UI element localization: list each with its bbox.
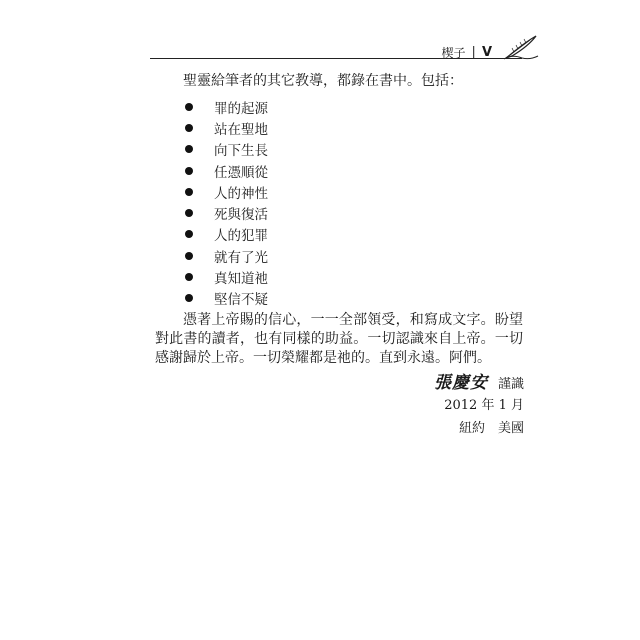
list-item-text: 罪的起源 (214, 100, 268, 117)
page-header (442, 36, 540, 60)
quill-icon (500, 34, 540, 60)
signature-suffix: 謹識 (497, 377, 524, 392)
bullet-icon (185, 145, 193, 153)
list-item-text: 堅信不疑 (214, 292, 268, 309)
list-item-text: 人的犯罪 (214, 228, 268, 245)
list-item-text: 站在聖地 (214, 121, 268, 138)
header-separator: | (471, 45, 476, 60)
list-item-text: 真知道祂 (214, 271, 268, 288)
list-item (155, 117, 525, 138)
list-item (155, 96, 525, 117)
list-item (155, 245, 525, 266)
list-item-text: 就有了光 (214, 249, 268, 266)
bullet-icon (185, 294, 193, 302)
list-item (155, 202, 525, 223)
bullet-icon (185, 209, 193, 217)
list-item-text: 向下生長 (214, 143, 268, 160)
list-item (155, 139, 525, 160)
closing-paragraph: 憑著上帝賜的信心，一一全部領受，和寫成文字。盼望對此書的讀者，也有同樣的助益。一切認識來自上帝。一切感謝歸於上帝。一切榮耀都是祂的。直到永遠。阿們。 (155, 311, 523, 366)
bullet-icon (185, 124, 193, 132)
page-number: V (481, 45, 492, 60)
list-item (155, 266, 525, 287)
bullet-icon (185, 230, 193, 238)
bullet-icon (185, 273, 193, 281)
list-item (155, 160, 525, 181)
chapter-label: 楔子 (441, 46, 466, 60)
bullet-icon (185, 167, 193, 175)
bullet-icon (185, 188, 193, 196)
signature-place: 紐約 美國 (458, 421, 524, 436)
signature-block (434, 368, 524, 440)
signature-row (434, 368, 524, 394)
intro-sentence: 聖靈給筆者的其它教導，都錄在書中。包括： (183, 73, 463, 89)
author-signature: 張慶安 (433, 373, 488, 393)
main-text (155, 70, 525, 368)
signature-date: 2012 年 1 月 (444, 398, 524, 413)
bullet-icon (185, 103, 193, 111)
list-item (155, 288, 525, 309)
list-item-text: 人的神性 (214, 185, 268, 202)
header-rule (150, 58, 522, 59)
list-item (155, 224, 525, 245)
bullet-icon (185, 252, 193, 260)
list-item (155, 181, 525, 202)
list-item-text: 任憑順從 (214, 164, 268, 181)
bullet-list (155, 96, 525, 309)
list-item-text: 死與復活 (214, 207, 268, 224)
